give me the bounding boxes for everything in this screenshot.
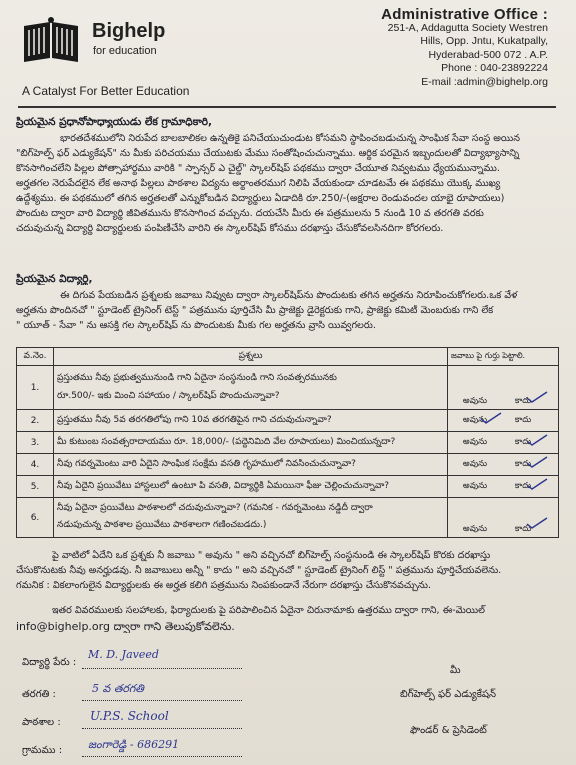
note-line: గమనిక : వికలాంగులైన విద్యార్థులకు ఈ అర్హత కలిగి పత్రమును నింపకుండానే నేరుగా దరఖాస్తు చేసుకొనవచ్చును. [16, 580, 431, 591]
question-text: ప్రస్తుతము నీవు 5వ తరగతిలోపు గాని 10వ తరగతిపైన గాని చదువుచున్నావా? [54, 410, 448, 432]
school-field[interactable] [82, 728, 242, 729]
answer-cell [448, 432, 559, 454]
question-line: ప్రస్తుతము నీవు ప్రభుత్వమునుండి గాని ఏదైనా సంస్థనుండి గాని సంవత్సరమునకు [57, 372, 337, 383]
village-label: గ్రామము : [22, 745, 63, 756]
no-option[interactable]: కాదు [514, 396, 532, 406]
yes-option[interactable]: అవును [462, 524, 488, 534]
table-row [17, 410, 559, 432]
office-line: Hills, Opp. Jntu, Kukatpally, [420, 35, 548, 47]
note-line: ఇతర వివరములకు సలహాలకు, ఫిర్యాదులకు పై పరిపాలించిన ఏదైనా చిరునామాకు ఉత్తరము ద్వారా గాని, ఈ-మెయిల్ [52, 605, 485, 616]
check-mark-icon [526, 478, 548, 490]
office-line: Hyderabad-500 072 . A.P. [428, 48, 548, 61]
paragraph-line: ఈ దిగువ పేయబడిన ప్రశ్నలకు జవాబు నివ్వుట ద్వారా స్కాలర్‌షిప్‌ను పొందుటకు తగిన అర్హతను నిరూపించుకోగలరు.ఒక వేళ [60, 290, 518, 301]
answer-cell [448, 410, 559, 432]
row-number: 5. [17, 476, 54, 498]
no-option[interactable]: కాదు [514, 480, 532, 491]
paragraph-line: ఉద్దేశ్యము. ఈ పథకములో తగిన అర్హతలతో ఎన్నుకోబడిన విద్యార్థులు ఏడాదికి రూ.250/-(అక్షరాల రెండువందల యాభై రూపాయలు) [16, 193, 505, 204]
salutation: ప్రియమైన ప్రధానోపాధ్యాయుడు లేక గ్రామాధికారి, [16, 116, 213, 128]
student-name-field[interactable] [82, 668, 242, 669]
answer-cell [448, 454, 559, 476]
office-line: Phone : 040-23892224 [441, 62, 548, 74]
table-row [17, 454, 559, 476]
row-number: 1. [17, 366, 54, 410]
paragraph-line: అర్హతను పొందినచో " స్టూడెంట్ ట్రైనింగ్ టెస్ట్ " పత్రమును పూర్తిచేసి మీ ప్రాజెక్టు డైరెక్టరుకు గాని, ప్రాజెక్టు కమిటీ మెంబరుకు గాని లేక [16, 305, 494, 316]
question-line: నీవు ఏదైనా ప్రయివేటు పాఠశాలలో చదువుచున్నావా? (గమనిక - గవర్నమెంటు నడ్డిదీ ద్వారా [57, 503, 373, 513]
eligibility-table [16, 347, 559, 538]
no-option[interactable]: కాదు [514, 458, 532, 469]
paragraph-line: అర్హతగల నెరుపేదలైన లేక అనాథ పిల్లలు పాఠశాల విద్యను అర్థాంతరముగ నిలిపి వేయకుండా చూడటమే ఈ పథకము యొక్క ముఖ్య [16, 178, 501, 189]
paragraph-line: పొందుట ద్వారా వారి విద్యార్థి జీవితమును కొనసాగించ వచ్చును. దయచేసి మీరు ఈ పత్రములను 5 నుండి 10 వ తరగతి వరకు [16, 208, 484, 219]
check-mark-icon [480, 412, 502, 424]
table-header-row [17, 348, 559, 366]
row-number: 3. [17, 432, 54, 454]
yes-option[interactable]: అవును [462, 436, 488, 447]
brand-name: Bighelp [92, 20, 166, 42]
contact-line: info@bighelp.org ద్వారా గాని తెలుపుకోవలెను. [16, 621, 235, 633]
village-field[interactable] [82, 756, 242, 757]
student-name-label: విద్యార్థి పేరు : [22, 657, 77, 668]
header-divider [18, 106, 556, 108]
question-text: మీ కుటుంబ సంవత్సరాదాయము రూ. 18,000/- (పద్దెనిమిది వేల రూపాయలు) మించియున్నదా? [54, 432, 448, 454]
yes-option[interactable]: అవును [462, 458, 488, 469]
village-value: జంగారెడ్డి - 686291 [88, 738, 180, 751]
office-title: Administrative Office : [381, 6, 548, 23]
class-field[interactable] [82, 700, 242, 701]
note-line: చేసుకొనుటకు నీవు అనర్హుడవు. నీ జవాబులు అన్నీ " కాదు " అని వచ్చినచో " స్టూడెంట్ ట్రైనింగ్ లిస్ట్ " పత్రమును పూర్తిచేయవలెను. [16, 565, 502, 576]
check-mark-icon [526, 517, 548, 529]
answer-cell [448, 498, 559, 538]
answer-cell [448, 366, 559, 410]
no-option[interactable]: కాదు [514, 436, 532, 447]
paragraph-line: " యూత్ - సేవా " ను ఆసక్తి గల స్కాలర్‌షిప్ ను పొందుటకు మీకు గల అర్హతను వ్రాసి యివ్వగలరు. [16, 320, 376, 331]
paragraph-line: "బిగ్‌హెల్ప్ ఫర్ ఎడ్యుకేషన్" ను మీకు పరిచయము చేయుటకు మేము సంతోషించుచున్నాము. ఆర్థిక పరమైన ఇబ్బందులతో విద్యాభ్యాసాన్ని [16, 148, 520, 159]
yes-option[interactable]: అవును [462, 396, 488, 406]
school-label: పాఠశాల : [22, 717, 61, 728]
col-sno: వ.నెం. [17, 348, 54, 366]
question-text [54, 366, 448, 410]
row-number: 6. [17, 498, 54, 538]
check-mark-icon [526, 434, 548, 446]
closing-org: బిగ్‌హెల్ప్ ఫర్ ఎడ్యుకేషన్ [400, 689, 497, 700]
answer-cell [448, 476, 559, 498]
brand-subtitle: for education [93, 45, 157, 57]
row-number: 2. [17, 410, 54, 432]
yes-option[interactable]: అవును [462, 414, 488, 425]
no-option[interactable]: కాదు [514, 524, 532, 534]
no-option[interactable]: కాదు [514, 414, 532, 425]
question-text: నీవు గవర్నమెంటు వారి ఏదైని సాంఘిక సంక్షేమ వసతి గృహములో నివసించుచున్నావా? [54, 454, 448, 476]
school-value: U.P.S. School [90, 709, 169, 723]
check-mark-icon [526, 391, 548, 403]
question-text [54, 498, 448, 538]
closing-signatory: ఫౌండర్ & ప్రెసిడెంట్ [410, 725, 487, 736]
closing-yours: మీ [450, 665, 461, 676]
note-line: పై వాటిలో ఏదేని ఒక ప్రశ్నకు నీ జవాబు " అవును " అని వచ్చినచో బిగ్‌హెల్ప్ సంస్థనుండి ఈ స్కాలర్‌షిప్ కొరకు దరఖాస్తు [52, 550, 491, 561]
col-question: ప్రశ్నలు [54, 348, 448, 366]
paragraph-line: చదువుచున్న విద్యార్థి విద్యార్థులకు పంపిణీచేసి వారిని ఈ స్కాలర్‌షిప్ కోసము దరఖాస్తు చేసుకోవలసినదిగా కోరగలరు. [16, 223, 444, 234]
table-row [17, 432, 559, 454]
table-row [17, 476, 559, 498]
paragraph-line: భారతదేశములోని నిరుపేద బాలబాలికల ఉన్నతికై పనిచేయుచుండుట కోసమని స్థాపించబడుచున్న సాంఘిక సేవా సంస్థ అయిన [60, 133, 521, 144]
salutation-student: ప్రియమైన విద్యార్థి, [16, 273, 93, 285]
class-value: 5 వ తరగతి [92, 682, 144, 695]
question-text: నీవు ఏదైని ప్రయివేటు హాస్టలులో ఉంటూ పి వసతి, విద్యార్థికి ఏమయినా ఫీజు చెల్లించుచున్నావా? [54, 476, 448, 498]
office-line: E-mail :admin@bighelp.org [421, 75, 548, 88]
question-line: నడుపుచున్న పాఠశాల ప్రయివేటు పాఠశాలగా గణించబడదు.) [57, 520, 267, 530]
col-answer: జవాబు పై గుర్తు పెట్టాలి. [448, 348, 559, 366]
tagline: A Catalyst For Better Education [22, 84, 190, 98]
question-line: రూ.500/- ఇకు మించి సహాయం / స్కాలర్‌షిప్ పొందుచున్నావా? [57, 390, 280, 401]
book-logo-icon [20, 16, 82, 66]
table-row [17, 366, 559, 410]
yes-option[interactable]: అవును [462, 480, 488, 491]
class-label: తరగతి : [22, 689, 56, 700]
office-address [381, 8, 548, 89]
check-mark-icon [526, 456, 548, 468]
table-row [17, 498, 559, 538]
office-line: 251-A, Addagutta Society Westren [387, 21, 548, 34]
student-name-value: M. D. Javeed [88, 648, 159, 661]
row-number: 4. [17, 454, 54, 476]
paragraph-line: కొనసాగించలేని పిల్లల పోత్సాహార్థము వారికి " స్పాన్సర్ ఎ చైల్డ్" స్కాలర్‌షిప్ పథకము ద్వారా చేయూత నివ్వటము ధ్యేయమున్నాము. [16, 163, 500, 174]
